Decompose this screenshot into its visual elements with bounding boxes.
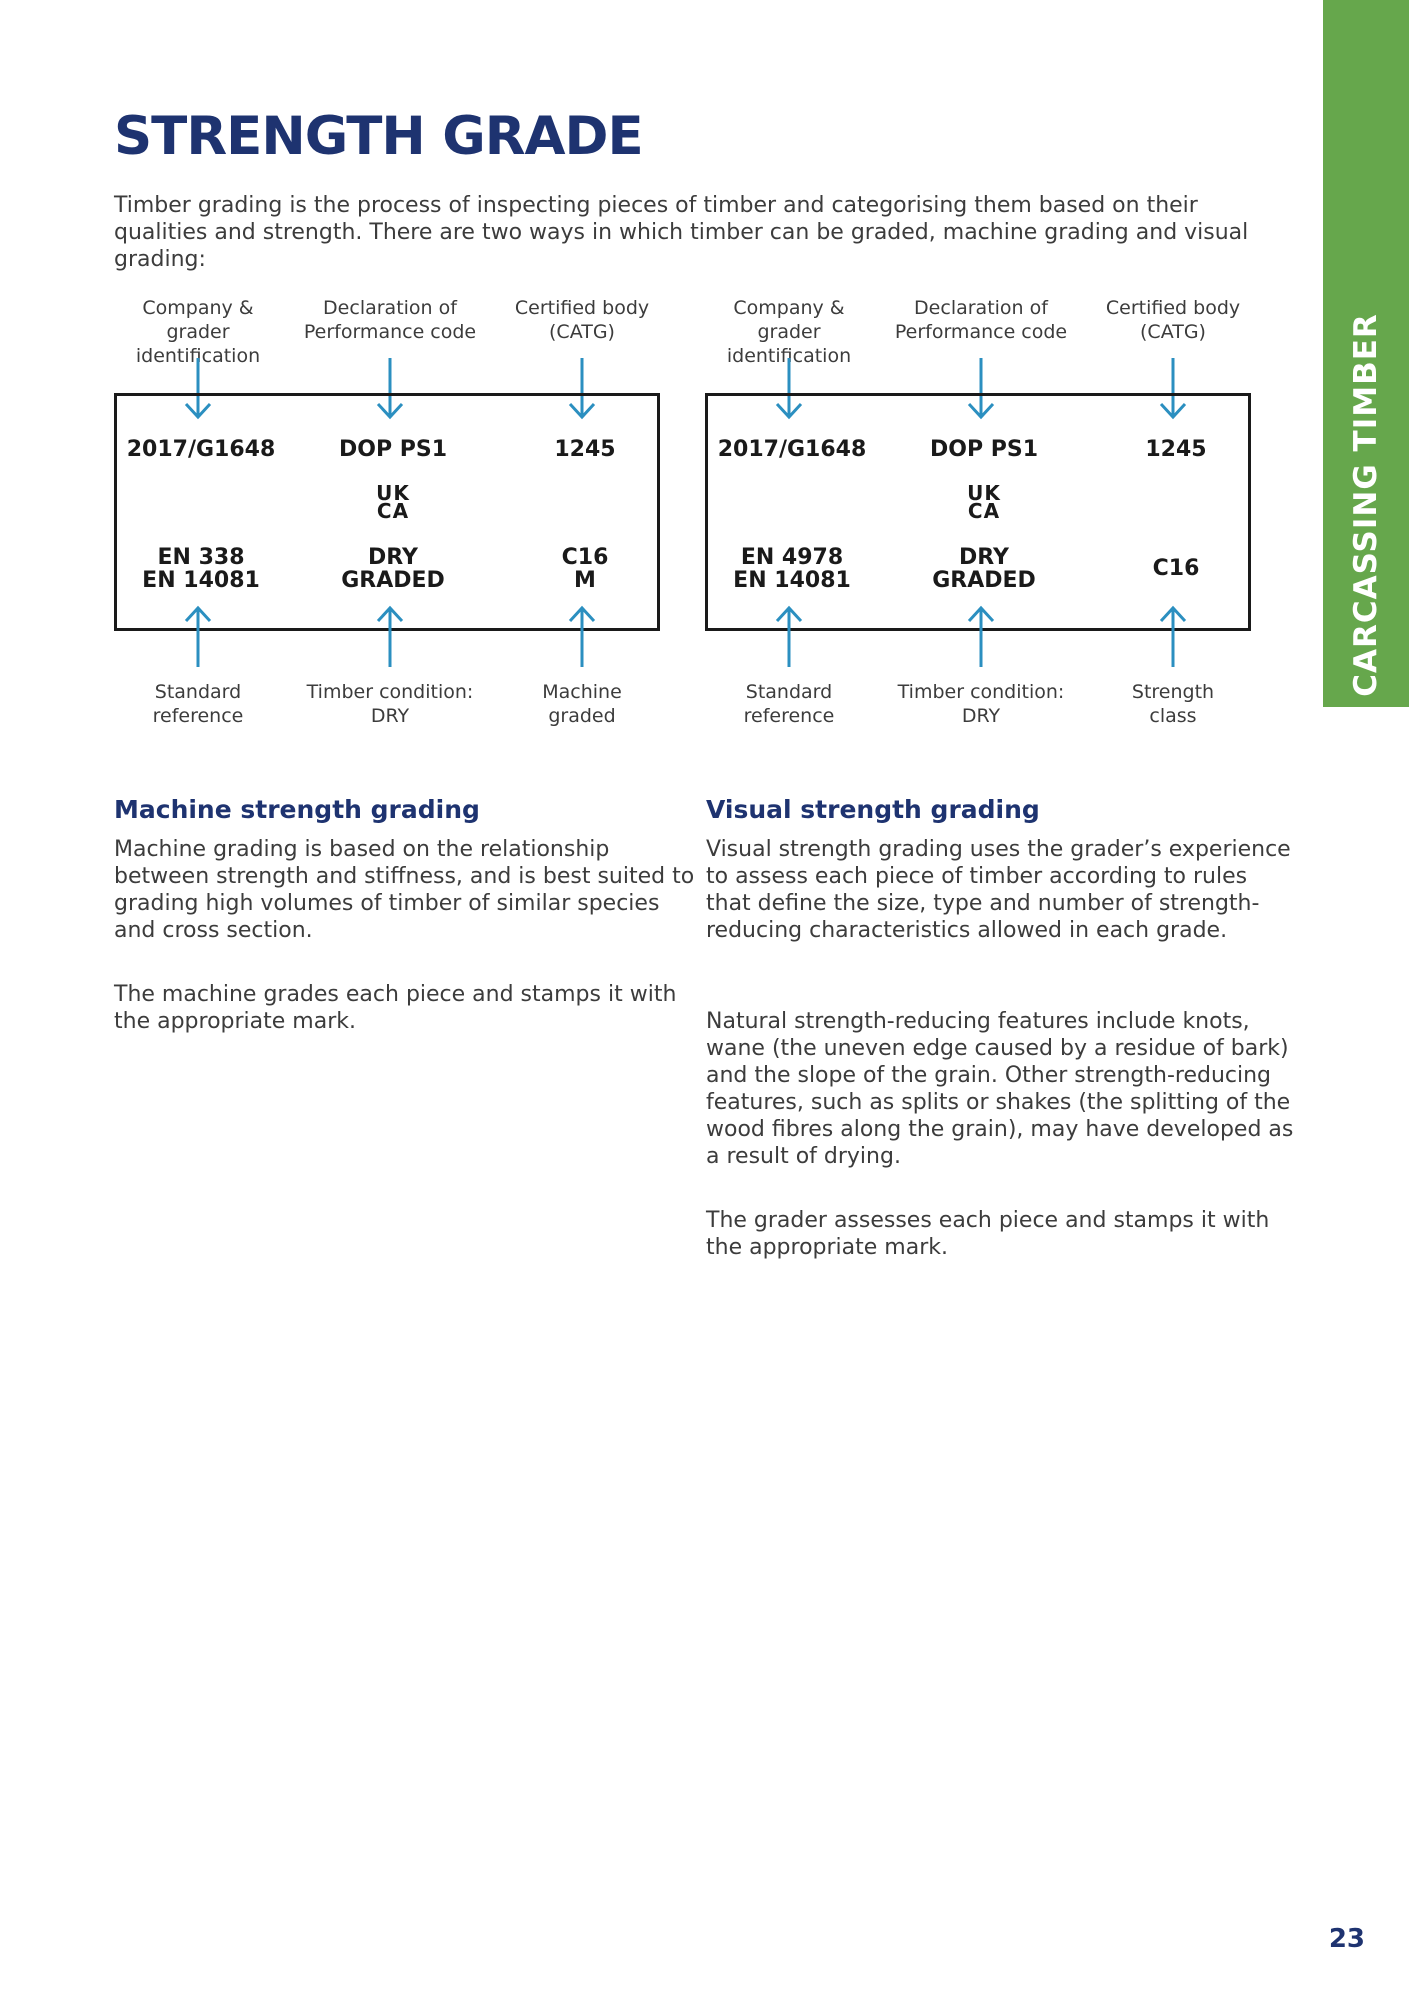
visual-grading-heading: Visual strength grading (706, 795, 1040, 824)
stamp-company-code: 2017/G1648 (126, 437, 276, 462)
stamp-strength-class: C16 (1152, 556, 1200, 581)
grading-stamp (114, 393, 660, 631)
top-label-dop: Declaration of Performance code (894, 297, 1068, 343)
top-label-company: Company & grader identification (726, 297, 852, 367)
bottom-label-standard: Standard reference (152, 681, 244, 727)
machine-grading-paragraph: The machine grades each piece and stamps it with the appropriate mark. (114, 982, 677, 1034)
bottom-label-condition: Timber condition: DRY (897, 681, 1065, 727)
arrow-up-icon (374, 605, 406, 667)
stamp-certified-body: 1245 (1145, 437, 1207, 462)
stamp-standard: EN 338 EN 14081 (142, 545, 260, 593)
page-number: 23 (1328, 1924, 1365, 1954)
visual-grading-paragraph: Natural strength-reducing features include knots, wane (the uneven edge caused by a residue of bark) and the slope of the grain. Other strength-reducing features, such as splits or shakes (the splitting of the wood fibres along the grain), may have developed as a result of drying. (706, 1009, 1294, 1169)
stamp-condition: DRY GRADED (932, 545, 1036, 593)
section-side-tab-label: CARCASSING TIMBER (1348, 313, 1384, 697)
arrow-up-icon (965, 605, 997, 667)
stamp-dop-code: DOP PS1 (929, 437, 1039, 462)
page-title: STRENGTH GRADE (114, 106, 643, 167)
grading-stamp (705, 393, 1251, 631)
bottom-label-standard: Standard reference (743, 681, 835, 727)
stamp-standard: EN 4978 EN 14081 (733, 545, 851, 593)
top-label-dop: Declaration of Performance code (303, 297, 477, 343)
visual-grading-paragraph: The grader assesses each piece and stamps it with the appropriate mark. (706, 1208, 1270, 1260)
bottom-label-machine-graded: Machine graded (542, 681, 622, 727)
bottom-label-strength-class: Strength class (1131, 681, 1215, 727)
visual-stamp-diagram (683, 290, 1283, 740)
stamp-condition: DRY GRADED (341, 545, 445, 593)
arrow-up-icon (1157, 605, 1189, 667)
bottom-label-condition: Timber condition: DRY (306, 681, 474, 727)
top-label-certified-body: Certified body (CATG) (1105, 297, 1241, 343)
ukca-mark: UK CA (967, 481, 1001, 523)
machine-grading-heading: Machine strength grading (114, 795, 480, 824)
top-label-certified-body: Certified body (CATG) (514, 297, 650, 343)
arrow-up-icon (566, 605, 598, 667)
stamp-grade: C16 M (561, 545, 609, 593)
arrow-up-icon (773, 605, 805, 667)
top-label-company: Company & grader identification (135, 297, 261, 367)
machine-stamp-diagram (92, 290, 692, 740)
section-side-tab (1323, 0, 1409, 707)
intro-paragraph: Timber grading is the process of inspecting pieces of timber and categorising them based on their qualities and strength. There are two ways in which timber can be graded, machine grading and visual grading: (114, 193, 1249, 272)
ukca-mark: UK CA (376, 481, 410, 523)
visual-grading-paragraph: Visual strength grading uses the grader’s experience to assess each piece of timber according to rules that define the size, type and number of strength-reducing characteristics allowed in each grade. (706, 837, 1291, 943)
stamp-certified-body: 1245 (554, 437, 616, 462)
machine-grading-paragraph: Machine grading is based on the relationship between strength and stiffness, and is best suited to grading high volumes of timber of similar species and cross section. (114, 837, 695, 943)
stamp-dop-code: DOP PS1 (338, 437, 448, 462)
stamp-company-code: 2017/G1648 (717, 437, 867, 462)
arrow-up-icon (182, 605, 214, 667)
